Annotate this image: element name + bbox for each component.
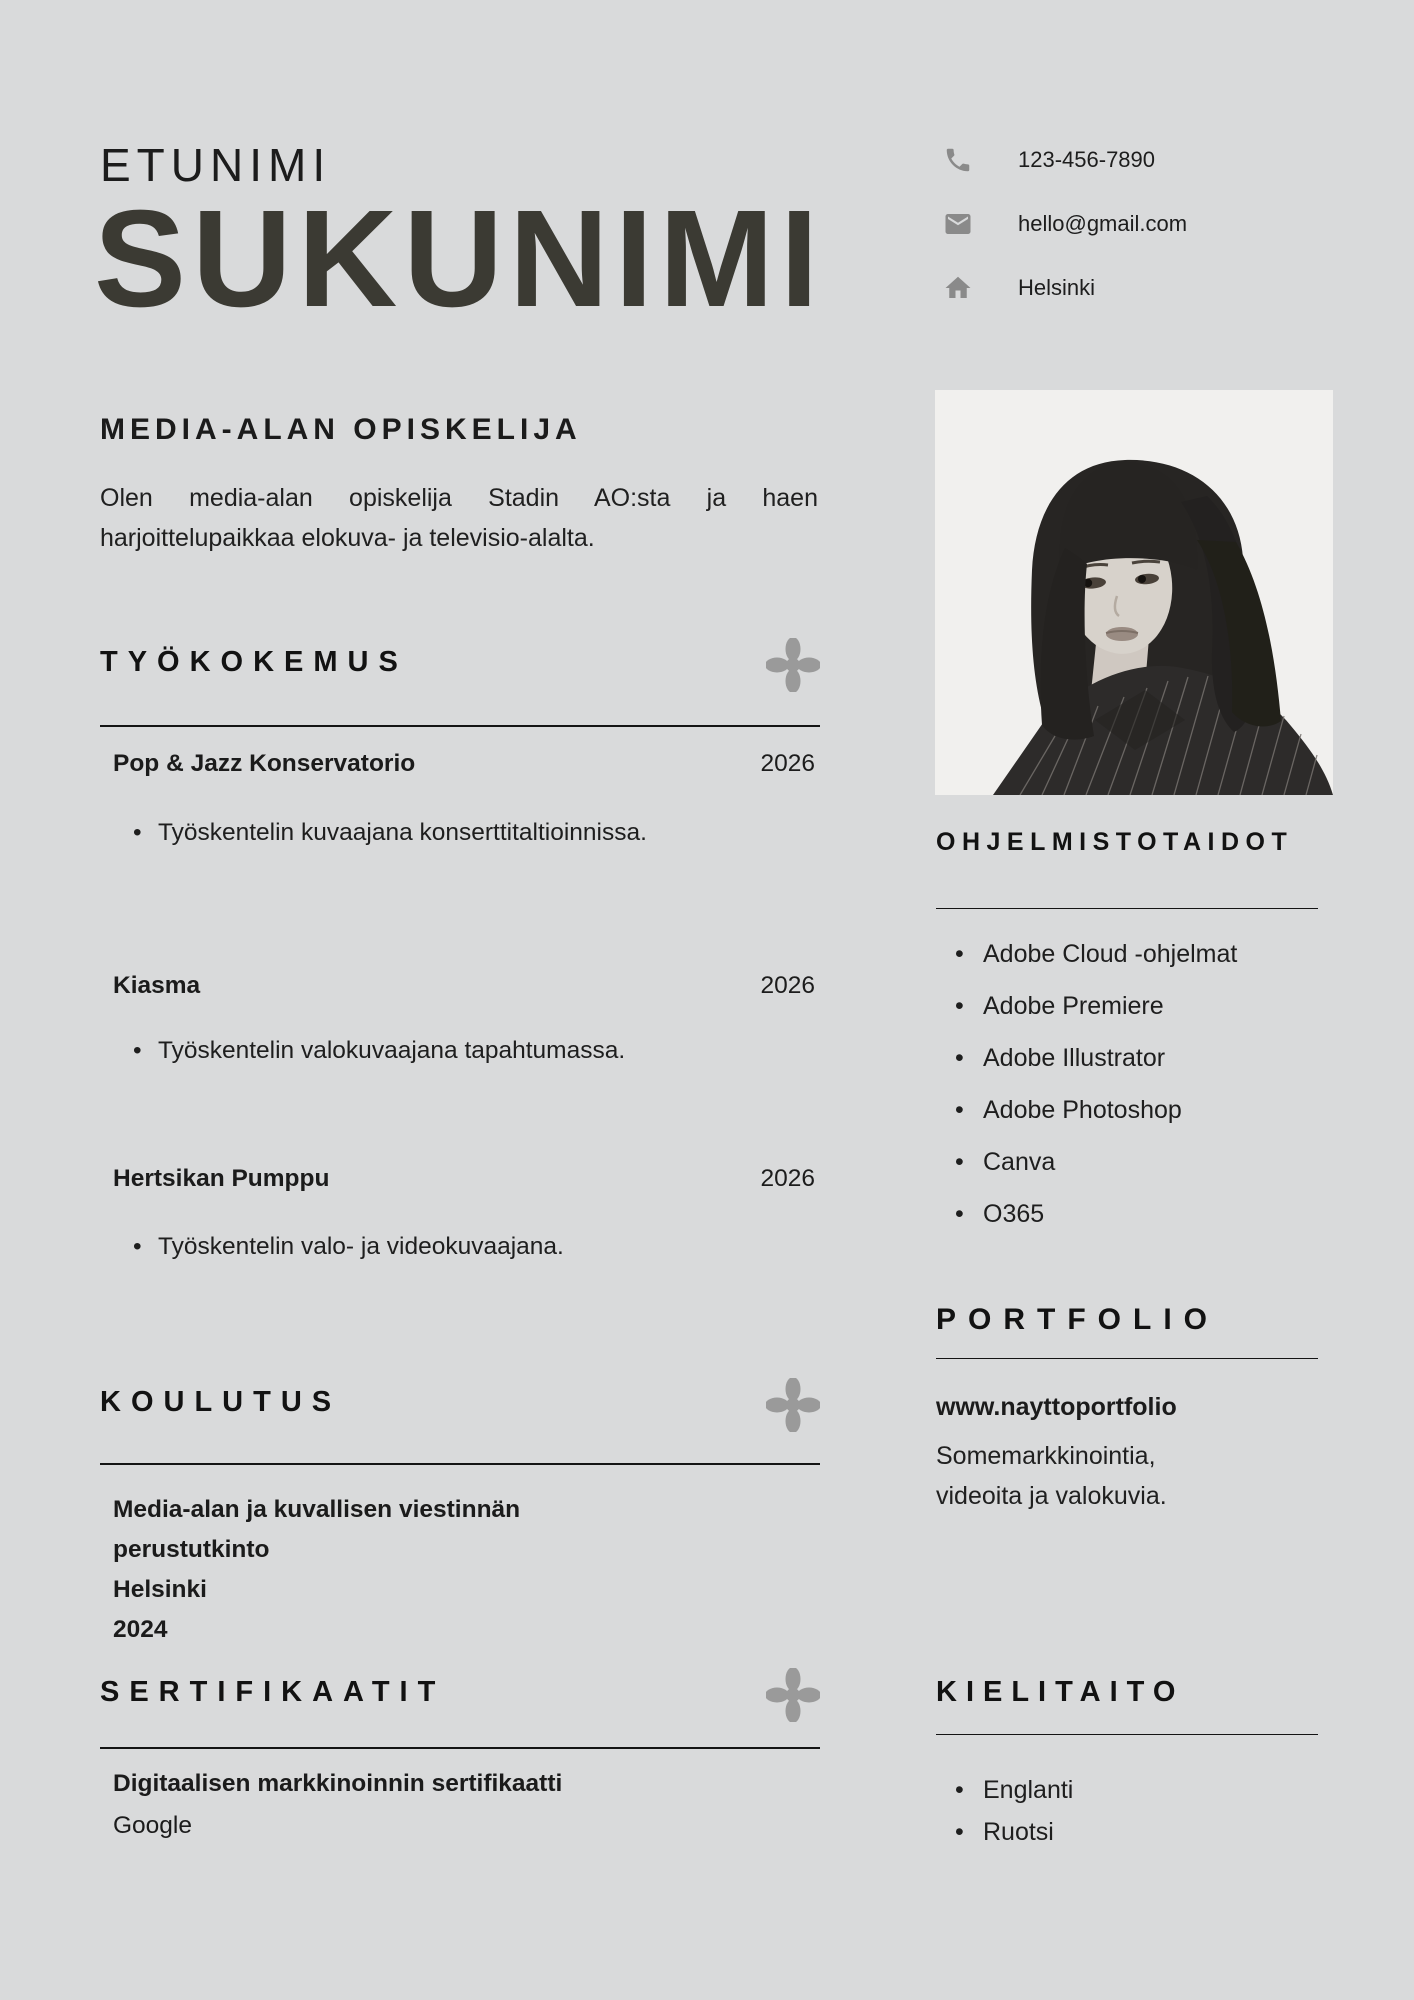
skills-section-title: OHJELMISTOTAIDOT [936, 828, 1294, 856]
section-skills [936, 828, 1318, 909]
skill-item: • Adobe Premiere [936, 980, 1318, 1032]
skills-list [936, 928, 1318, 1240]
home-icon [943, 273, 973, 303]
last-name: SUKUNIMI [94, 182, 825, 336]
entry-employer: Kiasma [113, 972, 201, 999]
certificate-issuer: Google [113, 1812, 193, 1839]
section-portfolio [936, 1303, 1318, 1516]
profile-text: Olen media-alan opiskelija Stadin AO:sta ja haen harjoittelupaikkaa elokuva- ja televisio-alalta. [100, 484, 818, 552]
education-section-title: KOULUTUS [100, 1386, 342, 1418]
phone-icon [943, 145, 973, 175]
work-entry-2 [113, 972, 815, 1000]
plus-icon [766, 1378, 820, 1432]
section-rule [100, 1463, 820, 1465]
skill-item: • Canva [936, 1136, 1318, 1188]
entry-year: 2026 [760, 750, 815, 777]
work-entry-1-bullets [113, 818, 815, 848]
plus-icon [766, 638, 820, 692]
languages-section-title: KIELITAITO [936, 1676, 1185, 1708]
email-icon [943, 209, 973, 239]
section-education [100, 1386, 820, 1465]
section-work [100, 646, 820, 727]
work-entry-3-bullets [113, 1232, 815, 1262]
education-line: 2024 [113, 1616, 168, 1643]
entry-bullet: • Työskentelin valokuvaajana tapahtumassa. [113, 1036, 815, 1066]
section-rule [100, 725, 820, 727]
email-address[interactable]: hello@gmail.com [1018, 211, 1188, 236]
contact-list [943, 145, 1187, 303]
languages-list [936, 1769, 1318, 1853]
portfolio-description-line: Somemarkkinointia, [936, 1442, 1156, 1470]
skill-item: • O365 [936, 1188, 1318, 1240]
education-line: perustutkinto [113, 1536, 270, 1563]
section-rule [936, 1358, 1318, 1359]
first-name: ETUNIMI [100, 139, 332, 191]
language-item: • Englanti [936, 1769, 1318, 1811]
portfolio-url[interactable]: www.nayttoportfolio [936, 1393, 1177, 1421]
skill-item: • Adobe Photoshop [936, 1084, 1318, 1136]
portfolio-description [936, 1436, 1318, 1516]
plus-icon [766, 1668, 820, 1722]
work-entry-3 [113, 1165, 815, 1193]
section-languages [936, 1676, 1318, 1735]
entry-year: 2026 [760, 972, 815, 999]
entry-employer: Pop & Jazz Konservatorio [113, 750, 416, 777]
work-entry-2-bullets [113, 1036, 815, 1066]
section-rule [100, 1747, 820, 1749]
certificate-name: Digitaalisen markkinoinnin sertifikaatti [113, 1770, 563, 1797]
work-entry-1 [113, 750, 815, 778]
entry-employer: Hertsikan Pumppu [113, 1165, 330, 1192]
location-text: Helsinki [1018, 275, 1096, 300]
portrait-photo [935, 390, 1333, 795]
phone-number[interactable]: 123-456-7890 [1018, 147, 1156, 172]
skill-item: • Adobe Illustrator [936, 1032, 1318, 1084]
portfolio-description-line: videoita ja valokuvia. [936, 1482, 1167, 1510]
contact-row-location [943, 273, 1187, 303]
education-line: Helsinki [113, 1576, 207, 1603]
portfolio-section-title: PORTFOLIO [936, 1303, 1219, 1336]
section-rule [936, 1734, 1318, 1735]
entry-bullet: • Työskentelin kuvaajana konserttitaltioinnissa. [113, 818, 815, 848]
entry-year: 2026 [760, 1165, 815, 1192]
entry-bullet: • Työskentelin valo- ja videokuvaajana. [113, 1232, 815, 1262]
language-item: • Ruotsi [936, 1811, 1318, 1853]
education-details [113, 1490, 520, 1650]
profile-title: MEDIA-ALAN OPISKELIJA [100, 413, 582, 446]
contact-row-phone [943, 145, 1187, 175]
certificates-section-title: SERTIFIKAATIT [100, 1676, 446, 1708]
work-section-title: TYÖKOKEMUS [100, 646, 408, 678]
skill-item: • Adobe Cloud -ohjelmat [936, 928, 1318, 980]
section-certificates [100, 1676, 820, 1749]
education-line: Media-alan ja kuvallisen viestinnän [113, 1496, 521, 1523]
contact-row-email [943, 209, 1187, 239]
section-rule [936, 908, 1318, 909]
